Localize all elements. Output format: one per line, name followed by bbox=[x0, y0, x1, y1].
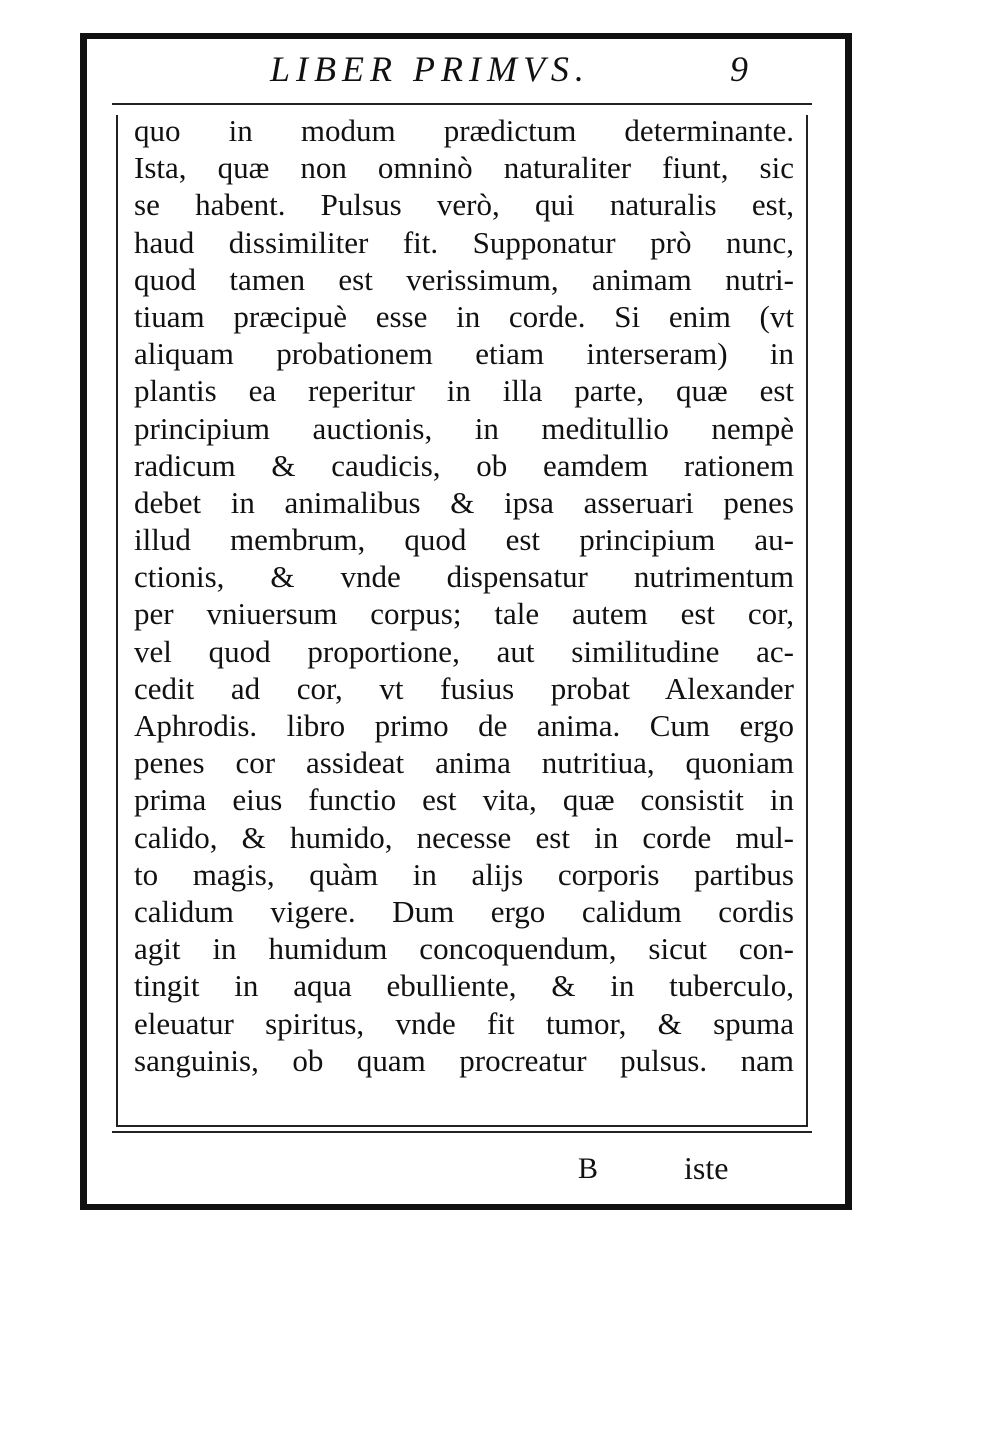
text-line: tiuam præcipuè esse in corde. Si enim (vt bbox=[134, 298, 794, 334]
text-line: ctionis, & vnde dispensatur nutrimentum bbox=[134, 559, 794, 595]
text-line: prima eius functio est vita, quæ consistit in bbox=[134, 782, 794, 818]
text-line: illud membrum, quod est principium au- bbox=[134, 522, 794, 558]
text-line: to magis, quàm in alijs corporis partibus bbox=[134, 856, 794, 892]
text-line: calidum vigere. Dum ergo calidum cordis bbox=[134, 893, 794, 929]
text-line: quo in modum prædictum determinante. bbox=[134, 113, 794, 148]
text-line: principium auctionis, in meditullio nempè bbox=[134, 410, 794, 446]
text-line: Ista, quæ non omninò naturaliter fiunt, sic bbox=[134, 150, 794, 186]
footer-rule bbox=[112, 1131, 812, 1133]
text-line: eleuatur spiritus, vnde fit tumor, & spuma bbox=[134, 1005, 794, 1041]
text-line: radicum & caudicis, ob eamdem rationem bbox=[134, 447, 794, 483]
text-line: haud dissimiliter fit. Supponatur prò nunc, bbox=[134, 224, 794, 260]
header-rule bbox=[112, 103, 812, 105]
text-line: vel quod proportione, aut similitudine ac- bbox=[134, 633, 794, 669]
text-line: se habent. Pulsus verò, qui naturalis est, bbox=[134, 187, 794, 223]
page-number: 9 bbox=[730, 49, 748, 89]
text-line: quod tamen est verissimum, animam nutri- bbox=[134, 261, 794, 297]
text-line: agit in humidum concoquendum, sicut con- bbox=[134, 931, 794, 967]
body-text bbox=[134, 112, 794, 1079]
text-line: plantis ea reperitur in illa parte, quæ est bbox=[134, 373, 794, 409]
text-line: calido, & humido, necesse est in corde mul- bbox=[134, 819, 794, 855]
text-line: per vniuersum corpus; tale autem est cor, bbox=[134, 596, 794, 632]
catchword: iste bbox=[684, 1150, 729, 1186]
text-line: tingit in aqua ebulliente, & in tuberculo, bbox=[134, 968, 794, 1004]
text-line: penes cor assideat anima nutritiua, quoniam bbox=[134, 745, 794, 781]
running-head: LIBER PRIMVS. bbox=[270, 49, 590, 89]
text-line: Aphrodis. libro primo de anima. Cum ergo bbox=[134, 708, 794, 743]
signature-mark: B bbox=[578, 1152, 599, 1185]
text-line: sanguinis, ob quam procreatur pulsus. nam bbox=[134, 1042, 794, 1078]
text-line: debet in animalibus & ipsa asseruari penes bbox=[134, 484, 794, 520]
text-line: cedit ad cor, vt fusius probat Alexander bbox=[134, 670, 794, 706]
text-line: aliquam probationem etiam interseram) in bbox=[134, 336, 794, 372]
